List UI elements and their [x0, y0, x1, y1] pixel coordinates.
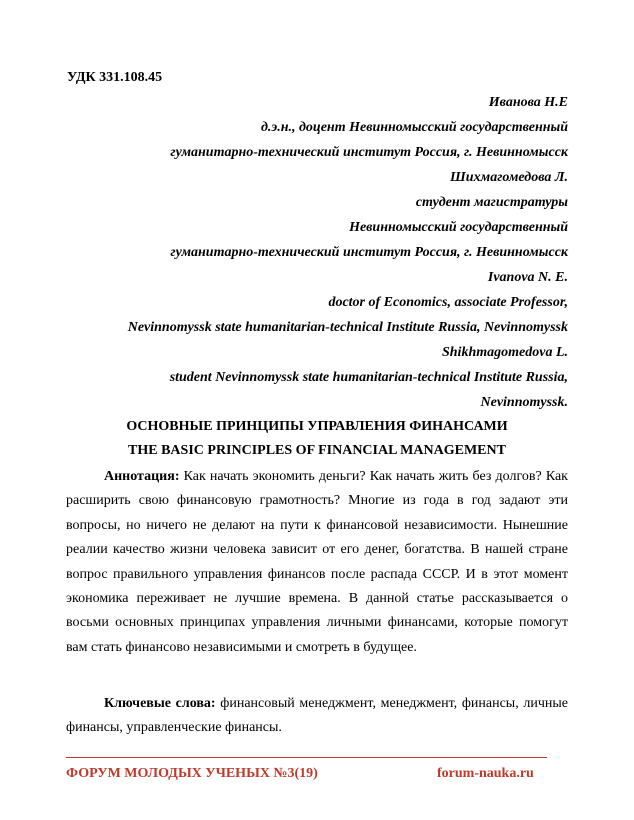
author-name-en-2: Shikhmagomedova L. — [441, 345, 568, 360]
author-name-ru-1: Иванова Н.Е — [488, 95, 568, 110]
author-name-ru-2: Шихмагомедова Л. — [450, 170, 568, 185]
udk-code: УДК 331.108.45 — [67, 70, 163, 85]
footer-divider — [66, 757, 547, 758]
author-affiliation-ru-1: гуманитарно-технический институт Россия, г. Невинномысск — [170, 145, 568, 160]
article-title-en: THE BASIC PRINCIPLES OF FINANCIAL MANAGEMENT — [128, 443, 506, 458]
author-title-ru-1: д.э.н., доцент Невинномысский государственный — [260, 120, 568, 135]
footer-website[interactable]: forum-nauka.ru — [437, 766, 534, 781]
abstract-text: Как начать экономить деньги? Как начать жить без долгов? Как расширить свою финансовую грамотность? Многие из года в год задают эти вопросы, но ничего не делают на пути к финансовой независимости. Нынешние реалии качество жизни человека зависит от его денег, богатства. В нашей стране вопрос правильного управления финансов после распада СССР. И в этот момент экономика переживает не лучшие времена. В данной статье рассказывается о восьми основных принципах управления личными финансами, которые помогут вам стать финансово независимыми и смотреть в будущее. — [66, 469, 568, 655]
keywords-text: финансовый менеджмент, менеджмент, финансы, личные финансы, управленческие финансы. — [66, 696, 568, 736]
author-affiliation-en-2b: Nevinnomyssk. — [480, 395, 568, 410]
author-name-en-1: Ivanova N. E. — [487, 270, 568, 285]
author-title-ru-2: студент магистратуры — [415, 195, 568, 210]
author-affiliation-en-2a: student Nevinnomyssk state humanitarian-technical Institute Russia, — [169, 370, 568, 385]
keywords-paragraph — [66, 692, 568, 741]
author-affiliation-ru-2b: гуманитарно-технический институт Россия, г. Невинномысск — [170, 245, 568, 260]
keywords-label: Ключевые слова: — [104, 696, 216, 711]
abstract-label: Аннотация: — [104, 469, 180, 484]
author-affiliation-ru-2a: Невинномысский государственный — [349, 220, 568, 235]
author-title-en-1: doctor of Economics, associate Professor, — [328, 295, 568, 310]
article-title-ru: ОСНОВНЫЕ ПРИНЦИПЫ УПРАВЛЕНИЯ ФИНАНСАМИ — [126, 419, 508, 434]
author-affiliation-en-1: Nevinnomyssk state humanitarian-technical Institute Russia, Nevinnomyssk — [127, 320, 568, 335]
abstract-paragraph — [66, 465, 568, 660]
footer-journal-title: ФОРУМ МОЛОДЫХ УЧЕНЫХ №3(19) — [66, 766, 318, 781]
